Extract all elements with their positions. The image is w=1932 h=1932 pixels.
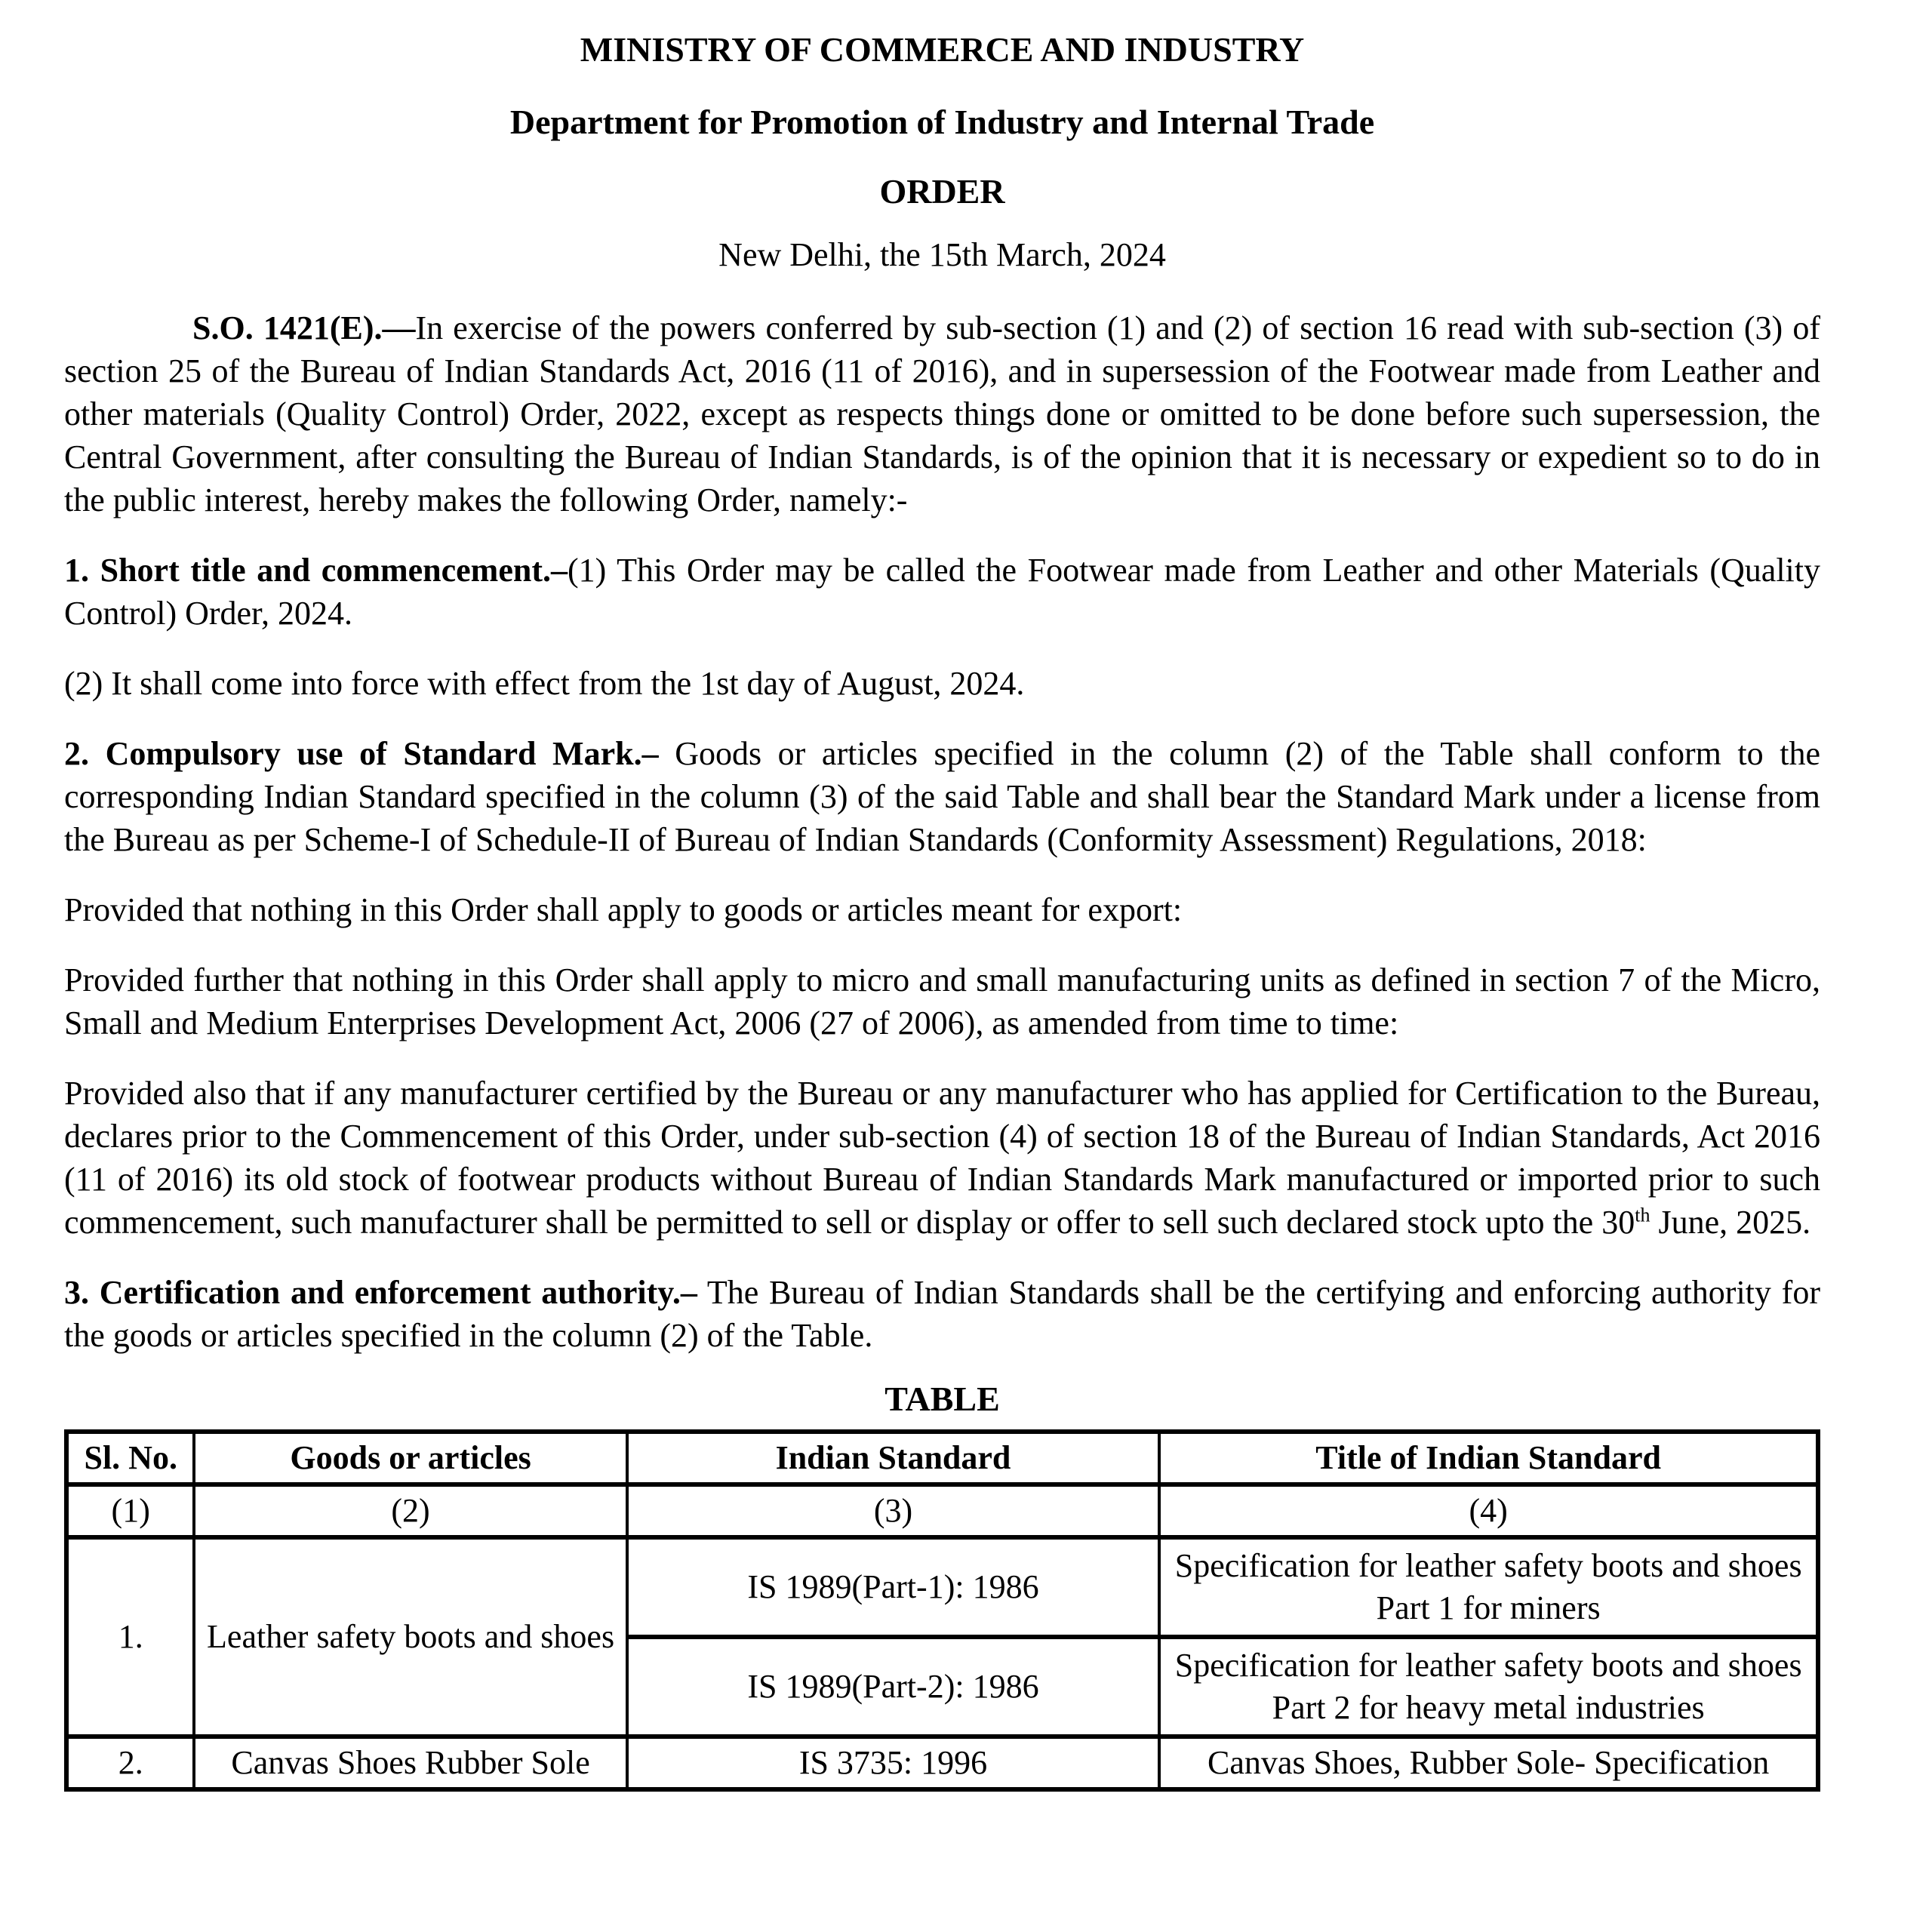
table-row-1-part-1 bbox=[66, 1537, 1818, 1637]
column-header-title: Title of Indian Standard bbox=[1159, 1432, 1818, 1484]
dateline: New Delhi, the 15th March, 2024 bbox=[718, 236, 1166, 273]
table-header-row bbox=[66, 1432, 1818, 1484]
paragraph-proviso-msme-text: Provided further that nothing in this Order shall apply to micro and small manufacturing units as defined in section 7 of the Micro, Small and Medium Enterprises Development Act, 2006 (27 of 2006), as amended from time to time: bbox=[64, 961, 1820, 1041]
column-number-row bbox=[66, 1484, 1818, 1537]
standards-table bbox=[64, 1429, 1820, 1792]
paragraph-certification-authority bbox=[64, 1271, 1820, 1357]
paragraph-proviso-old-stock-text: Provided also that if any manufacturer certified by the Bureau or any manufacturer who has applied for Certification to the Bureau, declares prior to the Commencement of this Order, under sub-section (4) of section 18 of the Bureau of Indian Standards, Act 2016 (11 of 2016) its old stock of footwear products without Bureau of Indian Standards Mark manufactured or imported prior to such commencement, such manufacturer shall be permitted to sell or display or offer to sell such declared stock upto the 30 bbox=[64, 1075, 1820, 1241]
cell-row2-sl-no: 2. bbox=[66, 1737, 194, 1789]
paragraph-standard-mark bbox=[64, 732, 1820, 861]
cell-row2-goods: Canvas Shoes Rubber Sole bbox=[194, 1737, 626, 1789]
column-header-sl-no: Sl. No. bbox=[66, 1432, 194, 1484]
paragraph-proviso-old-stock bbox=[64, 1072, 1820, 1244]
paragraph-so-1421e-lead: S.O. 1421(E).— bbox=[192, 309, 416, 346]
cell-row2-standard-code: IS 3735: 1996 bbox=[627, 1737, 1160, 1789]
paragraph-commencement-date-text: (2) It shall come into force with effect from the 1st day of August, 2024. bbox=[64, 665, 1025, 702]
paragraph-short-title-text: (1) This Order may be called the Footwear made from Leather and other Materials (Quality Control) Order, 2024. bbox=[64, 552, 1820, 632]
cell-row1-sl-no: 1. bbox=[66, 1537, 194, 1737]
ordinal-superscript: th bbox=[1635, 1204, 1651, 1226]
paragraph-short-title bbox=[64, 549, 1820, 635]
table-row-2 bbox=[66, 1737, 1818, 1789]
paragraph-commencement-date bbox=[64, 662, 1820, 705]
order-heading: ORDER bbox=[879, 172, 1005, 211]
paragraph-proviso-old-stock-text-end: June, 2025. bbox=[1650, 1204, 1811, 1241]
paragraph-so-1421e-text: In exercise of the powers conferred by sub-section (1) and (2) of section 16 read with sub-section (3) of section 25 of the Bureau of Indian Standards Act, 2016 (11 of 2016), and in supersession of the Footwear made from Leather and other materials (Quality Control) Order, 2022, except as respects things done or omitted to be done before such supersession, the Central Government, after consulting the Bureau of Indian Standards, is of the opinion that it is necessary or expedient so to do in the public interest, hereby makes the following Order, namely:- bbox=[64, 309, 1820, 518]
department-title: Department for Promotion of Industry and Internal Trade bbox=[509, 103, 1375, 141]
cell-row2-standard-title: Canvas Shoes, Rubber Sole- Specification bbox=[1159, 1737, 1818, 1789]
cell-row1-standard-2-code: IS 1989(Part-2): 1986 bbox=[627, 1637, 1160, 1737]
column-number-4: (4) bbox=[1159, 1484, 1818, 1537]
paragraph-standard-mark-text: Goods or articles specified in the column (2) of the Table shall conform to the corresponding Indian Standard specified in the column (3) of the said Table and shall bear the Standard Mark under a license from the Bureau as per Scheme-I of Schedule-II of Bureau of Indian Standards (Conformity Assessment) Regulations, 2018: bbox=[64, 735, 1820, 858]
column-number-1: (1) bbox=[66, 1484, 194, 1537]
paragraph-certification-authority-text: The Bureau of Indian Standards shall be the certifying and enforcing authority for the goods or articles specified in the column (2) of the Table. bbox=[64, 1274, 1820, 1354]
paragraph-certification-authority-lead: 3. Certification and enforcement authority.– bbox=[64, 1274, 697, 1311]
column-header-goods: Goods or articles bbox=[194, 1432, 626, 1484]
paragraph-so-1421e bbox=[64, 306, 1820, 521]
paragraph-proviso-export bbox=[64, 888, 1820, 931]
paragraph-proviso-msme bbox=[64, 958, 1820, 1044]
cell-row1-goods: Leather safety boots and shoes bbox=[194, 1537, 626, 1737]
column-number-2: (2) bbox=[194, 1484, 626, 1537]
paragraph-standard-mark-lead: 2. Compulsory use of Standard Mark.– bbox=[64, 735, 659, 772]
cell-row1-standard-2-title: Specification for leather safety boots and shoes Part 2 for heavy metal industries bbox=[1159, 1637, 1818, 1737]
column-number-3: (3) bbox=[627, 1484, 1160, 1537]
cell-row1-standard-1-code: IS 1989(Part-1): 1986 bbox=[627, 1537, 1160, 1637]
paragraph-proviso-export-text: Provided that nothing in this Order shall apply to goods or articles meant for export: bbox=[64, 891, 1183, 928]
paragraph-short-title-lead: 1. Short title and commencement.– bbox=[64, 552, 568, 589]
ministry-title: MINISTRY OF COMMERCE AND INDUSTRY bbox=[580, 30, 1305, 69]
table-caption: TABLE bbox=[884, 1380, 1000, 1418]
cell-row1-standard-1-title: Specification for leather safety boots and shoes Part 1 for miners bbox=[1159, 1537, 1818, 1637]
column-header-indian-standard: Indian Standard bbox=[627, 1432, 1160, 1484]
